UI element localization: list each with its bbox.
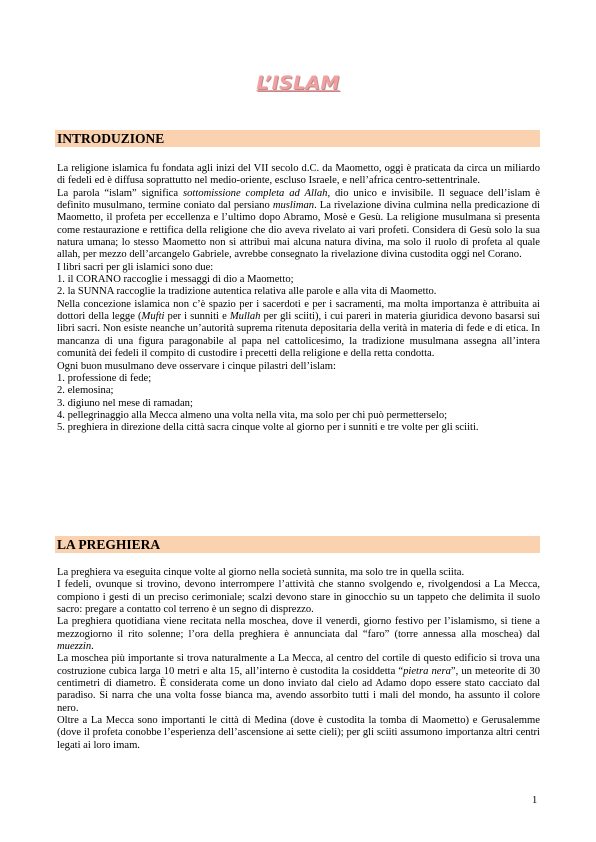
paragraph: 3. digiuno nel mese di ramadan;: [57, 397, 193, 409]
section-body-introduzione: [57, 163, 540, 435]
paragraph: La parola “islam” significa sottomissione completa ad Allah, dio unico e invisibile. Il seguace dell’islam è definito musulmano, termine coniato dal persiano musliman. La rivelazione divina culmina nella predicazione di Maometto, il profeta per eccellenza e l’ultimo dopo Abramo, Mosè e Gesù. La religione musulmana si presenta come restaurazione e rettifica della religione che dio aveva rivelato ai vari profeti. Considera di Gesù solo la sua natura umana; lo stesso Maometto non si attribuì mai alcuna natura divina, ma solo il ruolo di profeta al quale allah, per mezzo dell’arcangelo Gabriele, avrebbe consegnato la rivelazione divina custodita oggi nel Corano.: [57, 187, 541, 261]
paragraph: 1. professione di fede;: [57, 372, 152, 384]
italic-term: musliman: [272, 200, 315, 212]
paragraph: I libri sacri per gli islamici sono due:: [57, 261, 214, 273]
section-body-preghiera: [57, 567, 540, 752]
paragraph: 1. il CORANO raccoglie i messaggi di dio a Maometto;: [57, 274, 294, 286]
paragraph: 2. elemosina;: [57, 385, 114, 397]
paragraph: La moschea più importante si trova naturalmente a La Mecca, al centro del cortile di questo edificio si trova una costruzione cubica larga 10 metri e alta 15, all’interno è custodita la cosiddetta “pietra nera”, un meteorite di 30 centimetri di diametro. È considerata come un dono inviato dal cielo ad Adamo dopo essere stato cacciato dal paradiso. Si narra che una volta fosse bianca ma, avendo assorbito tutti i mali del mondo, ha assunto il colore nero.: [57, 653, 540, 714]
italic-term: Mufti: [141, 311, 165, 323]
page-number: 1: [532, 795, 538, 806]
paragraph: La religione islamica fu fondata agli inizi del VII secolo d.C. da Maometto, oggi è praticata da circa un miliardo di fedeli ed è diffusa soprattutto nel medio-oriente, escluso Israele, e nell’africa centro-settentrinale.: [57, 163, 540, 187]
paragraph: Ogni buon musulmano deve osservare i cinque pilastri dell’islam:: [57, 360, 336, 372]
document-title: L’ISLAM: [256, 72, 340, 94]
paragraph: La preghiera quotidiana viene recitata nella moschea, dove il venerdì, giorno festivo per l’islamismo, si tiene a mezzogiorno il rito solenne; l’ora della preghiera è annunciata dal “faro” (torre annessa alla moschea) dal muezzin.: [57, 616, 540, 653]
italic-term: muezzin: [57, 641, 92, 653]
paragraph: I fedeli, ovunque si trovino, devono interrompere l’attività che stanno svolgendo e, rivolgendosi a La Mecca, compiono i gesti di un preciso cerimoniale; scalzi devono stare in ginocchio su un tappeto che delimita il suolo sacro: pregare a contatto col terreno è un segno di disprezzo.: [57, 579, 540, 616]
paragraph: 4. pellegrinaggio alla Mecca almeno una volta nella vita, ma solo per chi può permetterselo;: [57, 409, 448, 421]
paragraph: Nella concezione islamica non c’è spazio per i sacerdoti e per i sacramenti, ma molta importanza è attribuita ai dottori della legge (Mufti per i sunniti e Mullah per gli sciiti), i cui pareri in materia giuridica devono basarsi sui libri sacri. Non esiste neanche un’autorità suprema ritenuta depositaria della verità in materia di fede e di etica. In mancanza di una figura paragonabile al papa nel cattolicesimo, la tradizione musulmana assegna all’intera comunità dei fedeli il compito di custodire i precetti della religione e della retta condotta.: [57, 298, 540, 360]
paragraph: Oltre a La Mecca sono importanti le città di Medina (dove è custodita la tomba di Maometto) e Gerusalemme (dove il profeta conobbe l’esperienza dell’ascensione ai sette cieli); per gli sciiti assumono importanza altri centri legati ai loro imam.: [57, 715, 540, 751]
paragraph: 5. preghiera in direzione della città sacra cinque volte al giorno per i sunniti e tre volte per gli sciiti.: [57, 422, 479, 434]
italic-term: pietra nera: [403, 665, 451, 677]
section-heading-introduzione: INTRODUZIONE: [55, 130, 540, 147]
italic-term: sottomissione completa ad Allah: [182, 187, 328, 199]
italic-term: Mullah: [229, 311, 261, 323]
paragraph: 2. la SUNNA raccoglie la tradizione autentica relativa alle parole e alla vita di Maometto.: [57, 286, 437, 298]
section-heading-preghiera: LA PREGHIERA: [55, 536, 540, 553]
paragraph: La preghiera va eseguita cinque volte al giorno nella società sunnita, ma solo tre in quella sciita.: [57, 567, 465, 578]
